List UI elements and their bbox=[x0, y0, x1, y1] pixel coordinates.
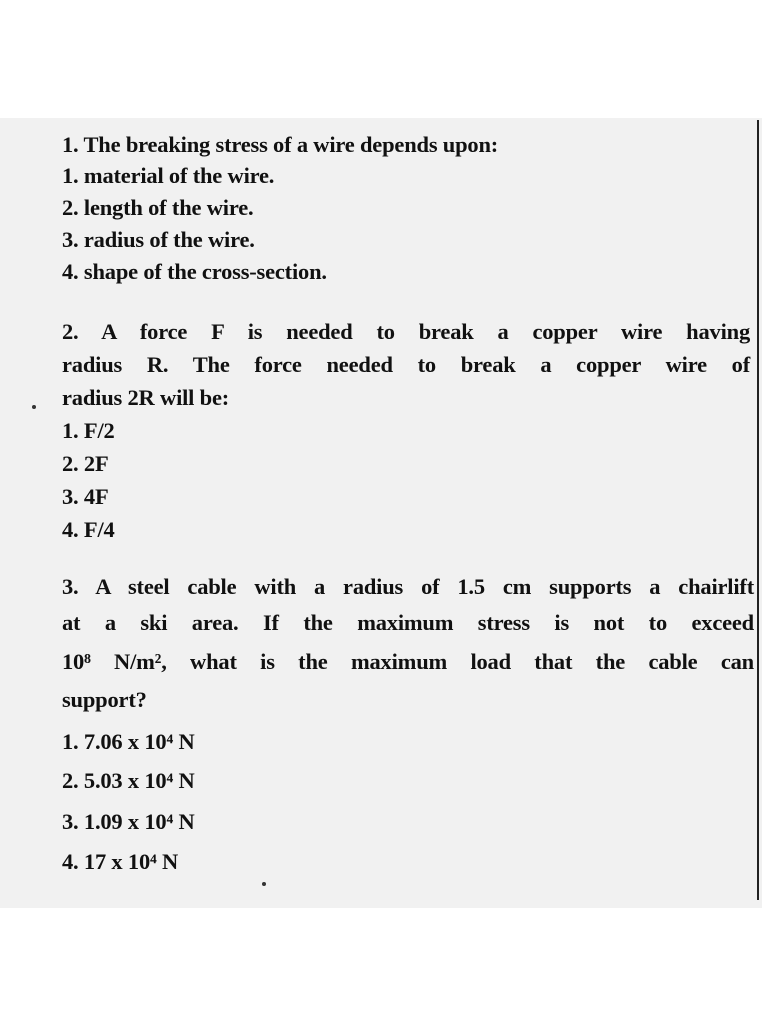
question-3-stem-line-1: 3. A steel cable with a radius of 1.5 cm supports a chairlift bbox=[62, 574, 754, 599]
question-1-option-2: 2. length of the wire. bbox=[62, 195, 254, 220]
question-2-option-3: 3. 4F bbox=[62, 484, 109, 509]
question-1-stem: 1. The breaking stress of a wire depends upon: bbox=[62, 132, 499, 157]
question-3-option-2: 2. 5.03 x 10⁴ N bbox=[62, 768, 195, 793]
question-1-option-4: 4. shape of the cross-section. bbox=[62, 259, 327, 284]
question-2-option-2: 2. 2F bbox=[62, 451, 109, 476]
question-2-option-4: 4. F/4 bbox=[62, 517, 115, 542]
question-3-stem-line-3: 10⁸ N/m², what is the maximum load that the cable can bbox=[62, 649, 754, 674]
question-2-stem-line-1: 2. A force F is needed to break a copper wire having bbox=[62, 319, 750, 344]
question-3-option-3: 3. 1.09 x 10⁴ N bbox=[62, 809, 195, 834]
question-2-stem-line-3: radius 2R will be: bbox=[62, 385, 230, 410]
question-3-option-1: 1. 7.06 x 10⁴ N bbox=[62, 729, 195, 754]
stray-dot bbox=[32, 405, 36, 409]
question-3-stem-line-4: support? bbox=[62, 687, 147, 712]
sheet-edge bbox=[757, 120, 759, 900]
question-1-option-3: 3. radius of the wire. bbox=[62, 227, 255, 252]
question-2-option-1: 1. F/2 bbox=[62, 418, 115, 443]
question-3-stem-line-2: at a ski area. If the maximum stress is not to exceed bbox=[62, 610, 754, 635]
question-3-option-4: 4. 17 x 10⁴ N bbox=[62, 849, 179, 874]
question-1-option-1: 1. material of the wire. bbox=[62, 163, 275, 188]
question-2-stem-line-2: radius R. The force needed to break a copper wire of bbox=[62, 352, 750, 377]
stray-dot bbox=[262, 882, 266, 886]
